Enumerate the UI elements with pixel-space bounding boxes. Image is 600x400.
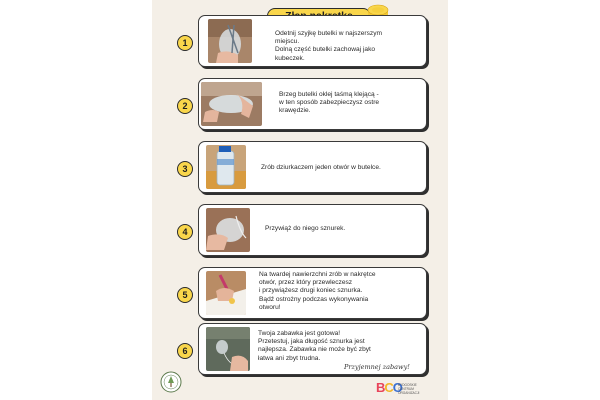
step-1-photo — [208, 19, 252, 63]
step-text: Zrób dziurkaczem jeden otwór w butelce. — [261, 164, 381, 171]
step-card — [198, 204, 427, 256]
step-6-photo — [206, 327, 250, 371]
step-card — [198, 267, 427, 319]
logo-subtitle: BYDGOSKIE CENTRUM ORGANIZACJI — [398, 383, 420, 395]
step-1 — [176, 15, 430, 70]
step-text: Przywiąż do niego sznurek. — [265, 225, 346, 232]
step-number: 3 — [177, 161, 193, 177]
step-3 — [176, 141, 430, 196]
step-text: Brzeg butelki oklej taśmą klejącą - w ten sposób zabezpieczysz ostre krawędzie. — [279, 91, 380, 115]
step-text: Na twardej nawierzchni zrób w nakrętce otwór, przez który przewleczesz i przywiążesz drugi koniec sznurka. Bądź ostrożny podczas wykonywania otworu! — [259, 271, 376, 311]
step-card — [198, 78, 427, 130]
organization-logo — [376, 380, 436, 398]
step-5 — [176, 267, 430, 322]
step-2 — [176, 78, 430, 133]
step-number: 1 — [177, 35, 193, 51]
step-5-photo — [206, 271, 246, 315]
step-2-photo — [201, 82, 262, 126]
step-4 — [176, 204, 430, 259]
step-number: 4 — [177, 224, 193, 240]
school-seal-icon — [160, 371, 182, 393]
signature: Przyjemnej zabawy! — [344, 363, 410, 371]
logo-letters: BCO — [376, 380, 402, 395]
step-3-photo — [206, 145, 246, 189]
step-text: Twoja zabawka jest gotowa! Przetestuj, jaka długość sznurka jest najlepsza. Zabawka nie może być zbyt łatwa ani zbyt trudna. — [258, 330, 371, 362]
step-number: 5 — [177, 287, 193, 303]
step-text: Odetnij szyjkę butelki w najszerszym miejscu. Dolną część butelki zachowaj jako kubeczek. — [275, 30, 383, 62]
step-number: 2 — [177, 98, 193, 114]
step-4-photo — [206, 208, 250, 252]
step-card — [198, 15, 427, 67]
step-card — [198, 141, 427, 193]
step-number: 6 — [177, 343, 193, 359]
